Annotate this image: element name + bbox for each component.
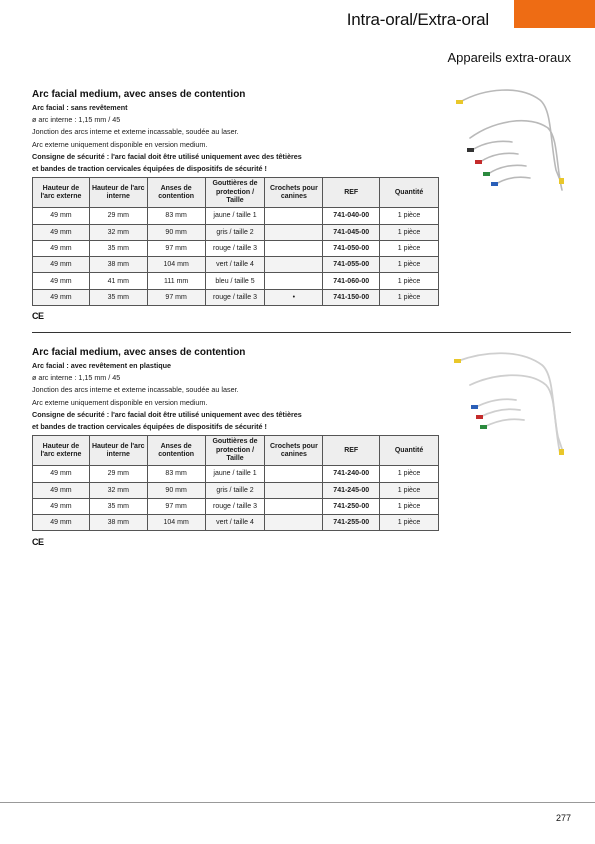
ce-mark: CE [32, 537, 44, 547]
column-header: Crochets pour canines [265, 436, 323, 466]
product-section-plastic-coated [32, 347, 472, 531]
column-header: Hauteur de l'arc externe [33, 436, 90, 466]
table-cell: 49 mm [33, 515, 90, 531]
column-header: Quantité [380, 436, 439, 466]
canine-hook-cell [265, 240, 323, 256]
canine-hook-cell: • [265, 289, 323, 305]
table-cell: 38 mm [89, 515, 147, 531]
ref-cell: 741-045-00 [323, 224, 380, 240]
table-cell: rouge / taille 3 [205, 240, 265, 256]
ref-cell: 741-150-00 [323, 289, 380, 305]
table-cell: 35 mm [89, 289, 147, 305]
column-header: REF [323, 178, 380, 208]
table-cell: 104 mm [147, 257, 205, 273]
product-section-uncoated [32, 89, 472, 306]
table-cell: 35 mm [89, 498, 147, 514]
table-cell: 38 mm [89, 257, 147, 273]
product-title: Arc facial medium, avec anses de contention [32, 347, 246, 358]
product-title: Arc facial medium, avec anses de contention [32, 89, 246, 100]
product-description [32, 102, 472, 175]
table-cell: 35 mm [89, 240, 147, 256]
table-cell: 1 pièce [380, 466, 439, 482]
ref-cell: 741-250-00 [323, 498, 380, 514]
safety-notice-line: et bandes de traction cervicales équipées de dispositifs de sécurité ! [32, 422, 267, 432]
table-cell: rouge / taille 3 [205, 289, 265, 305]
product-table [32, 177, 439, 306]
table-cell: 1 pièce [380, 240, 439, 256]
canine-hook-cell [265, 515, 323, 531]
table-header-row [33, 178, 439, 208]
description-line: ø arc interne : 1,15 mm / 45 [32, 373, 121, 383]
table-cell: 49 mm [33, 466, 90, 482]
canine-hook-cell [265, 466, 323, 482]
table-cell: 97 mm [147, 289, 205, 305]
column-header: REF [323, 436, 380, 466]
table-row [33, 289, 439, 305]
table-row [33, 482, 439, 498]
product-table [32, 435, 439, 531]
canine-hook-cell [265, 482, 323, 498]
table-cell: 49 mm [33, 224, 90, 240]
description-line: ø arc interne : 1,15 mm / 45 [32, 115, 121, 125]
table-cell: 90 mm [147, 224, 205, 240]
description-line: Arc facial : sans revêtement [32, 103, 128, 112]
table-cell: 1 pièce [380, 208, 439, 224]
table-cell: 111 mm [147, 273, 205, 289]
canine-hook-cell [265, 273, 323, 289]
table-cell: vert / taille 4 [205, 515, 265, 531]
table-cell: 49 mm [33, 240, 90, 256]
table-cell: 1 pièce [380, 273, 439, 289]
table-cell: 49 mm [33, 498, 90, 514]
ref-cell: 741-055-00 [323, 257, 380, 273]
canine-hook-cell [265, 498, 323, 514]
table-row [33, 208, 439, 224]
section-color-tab [514, 0, 595, 28]
table-cell: 49 mm [33, 482, 90, 498]
table-cell: gris / taille 2 [205, 224, 265, 240]
table-cell: 41 mm [89, 273, 147, 289]
description-line: Arc externe uniquement disponible en version medium. [32, 397, 208, 407]
table-cell: 1 pièce [380, 257, 439, 273]
table-cell: 83 mm [147, 208, 205, 224]
table-cell: 29 mm [89, 466, 147, 482]
table-row [33, 240, 439, 256]
table-cell: 49 mm [33, 273, 90, 289]
table-header-row [33, 436, 439, 466]
table-cell: gris / taille 2 [205, 482, 265, 498]
safety-notice-line: Consigne de sécurité : l'arc facial doit être utilisé uniquement avec des têtières [32, 409, 302, 419]
ce-mark: CE [32, 311, 44, 321]
footer-rule [0, 802, 595, 803]
ref-cell: 741-255-00 [323, 515, 380, 531]
column-header: Gouttières de protection / Taille [205, 178, 265, 208]
description-line: Jonction des arcs interne et externe incassable, soudée au laser. [32, 385, 239, 395]
description-line: Jonction des arcs interne et externe incassable, soudée au laser. [32, 127, 239, 137]
table-cell: 1 pièce [380, 515, 439, 531]
table-cell: jaune / taille 1 [205, 466, 265, 482]
face-bow-uncoated-image [440, 80, 580, 200]
table-cell: 49 mm [33, 208, 90, 224]
table-cell: 49 mm [33, 289, 90, 305]
ref-cell: 741-245-00 [323, 482, 380, 498]
column-header: Crochets pour canines [265, 178, 323, 208]
table-cell: 32 mm [89, 482, 147, 498]
column-header: Anses de contention [147, 436, 205, 466]
column-header: Gouttières de protection / Taille [205, 436, 265, 466]
table-row [33, 466, 439, 482]
table-cell: 104 mm [147, 515, 205, 531]
page-header-title: Intra-oral/Extra-oral [346, 10, 489, 29]
description-line: Arc externe uniquement disponible en version medium. [32, 139, 208, 149]
safety-notice-line: Consigne de sécurité : l'arc facial doit être utilisé uniquement avec des têtières [32, 151, 302, 161]
table-row [33, 515, 439, 531]
table-row [33, 224, 439, 240]
description-line: Arc facial : avec revêtement en plastique [32, 361, 172, 370]
column-header: Hauteur de l'arc externe [33, 178, 90, 208]
section-divider [32, 332, 571, 333]
column-header: Hauteur de l'arc interne [89, 436, 147, 466]
product-description [32, 360, 472, 433]
ref-cell: 741-060-00 [323, 273, 380, 289]
column-header: Anses de contention [147, 178, 205, 208]
table-cell: 1 pièce [380, 289, 439, 305]
table-row [33, 257, 439, 273]
column-header: Quantité [380, 178, 439, 208]
table-cell: vert / taille 4 [205, 257, 265, 273]
table-cell: 1 pièce [380, 498, 439, 514]
table-cell: rouge / taille 3 [205, 498, 265, 514]
table-cell: 97 mm [147, 240, 205, 256]
table-cell: bleu / taille 5 [205, 273, 265, 289]
table-cell: 49 mm [33, 257, 90, 273]
safety-notice-line: et bandes de traction cervicales équipées de dispositifs de sécurité ! [32, 164, 267, 174]
canine-hook-cell [265, 257, 323, 273]
table-cell: 90 mm [147, 482, 205, 498]
table-cell: jaune / taille 1 [205, 208, 265, 224]
canine-hook-cell [265, 224, 323, 240]
face-bow-coated-image [440, 345, 580, 465]
table-row [33, 273, 439, 289]
ref-cell: 741-050-00 [323, 240, 380, 256]
table-cell: 1 pièce [380, 482, 439, 498]
page-number: 277 [555, 813, 571, 823]
ref-cell: 741-040-00 [323, 208, 380, 224]
table-cell: 32 mm [89, 224, 147, 240]
table-row [33, 498, 439, 514]
column-header: Hauteur de l'arc interne [89, 178, 147, 208]
table-cell: 97 mm [147, 498, 205, 514]
table-cell: 29 mm [89, 208, 147, 224]
table-cell: 83 mm [147, 466, 205, 482]
table-cell: 1 pièce [380, 224, 439, 240]
page-header-subtitle: Appareils extra-oraux [447, 50, 571, 65]
canine-hook-cell [265, 208, 323, 224]
ref-cell: 741-240-00 [323, 466, 380, 482]
